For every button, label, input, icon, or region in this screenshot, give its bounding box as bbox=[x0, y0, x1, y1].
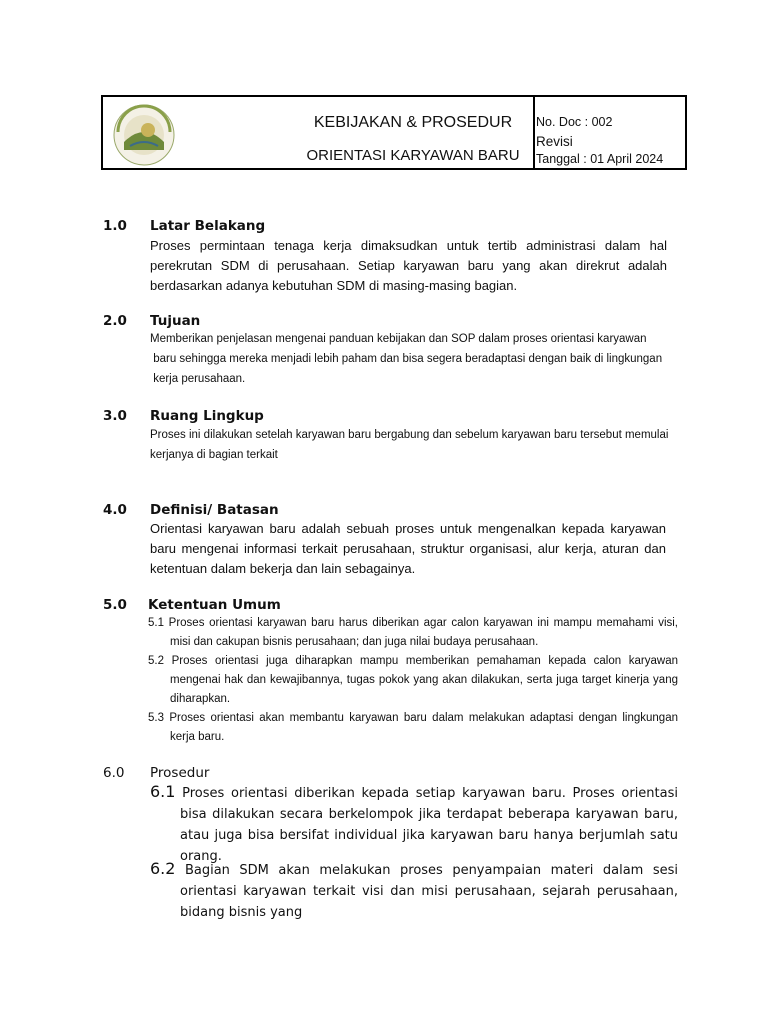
doc-date: Tanggal : 01 April 2024 bbox=[536, 152, 664, 166]
section-6-title: Prosedur bbox=[150, 765, 210, 781]
section-2-line-2: baru sehingga mereka menjadi lebih paham dan bisa segera beradaptasi dengan baik di lingkungan bbox=[150, 353, 663, 365]
section-1-number: 1.0 bbox=[103, 218, 127, 234]
section-5-item-1: 5.1 Proses orientasi karyawan baru harus diberikan agar calon karyawan ini mampu memahami visi, misi dan cakupan bisnis perusahaan; dan juga nilai budaya perusahaan. bbox=[148, 617, 678, 648]
section-1-body: Proses permintaan tenaga kerja dimaksudkan untuk tertib administrasi dalam hal perekrutan SDM di perusahaan. Setiap karyawan baru yang akan direkrut adalah berdasarkan adanya kebutuhan SDM di masing-masing bagian. bbox=[150, 238, 667, 293]
policy-subtitle: ORIENTASI KARYAWAN BARU bbox=[306, 147, 520, 164]
section-2-line-3: kerja perusahaan. bbox=[150, 373, 246, 385]
section-3-title: Ruang Lingkup bbox=[150, 408, 264, 424]
section-5-number: 5.0 bbox=[103, 597, 127, 613]
section-4-number: 4.0 bbox=[103, 502, 127, 518]
section-3-line-2: kerjanya di bagian terkait bbox=[150, 449, 278, 461]
section-6-item-2-text: Bagian SDM akan melakukan proses penyampaian materi dalam sesi orientasi karyawan terkait visi dan misi perusahaan, sejarah perusahaan, bidang bisnis yang bbox=[175, 863, 678, 920]
section-2-number: 2.0 bbox=[103, 313, 127, 329]
company-logo bbox=[108, 102, 180, 167]
section-3-line-1: Proses ini dilakukan setelah karyawan baru bergabung dan sebelum karyawan baru tersebut memulai bbox=[150, 429, 669, 441]
section-6-item-1 bbox=[150, 781, 678, 867]
document-header bbox=[101, 95, 687, 170]
section-4-title: Definisi/ Batasan bbox=[150, 502, 279, 518]
section-6-item-2 bbox=[150, 858, 678, 923]
section-5-title: Ketentuan Umum bbox=[148, 597, 281, 613]
section-3-number: 3.0 bbox=[103, 408, 127, 424]
policy-title: KEBIJAKAN & PROSEDUR bbox=[313, 114, 513, 131]
doc-number: No. Doc : 002 bbox=[536, 115, 613, 129]
section-5-item-3: 5.3 Proses orientasi akan membantu karyawan baru dalam melakukan adaptasi dengan lingkungan kerja baru. bbox=[148, 712, 678, 743]
section-2-title: Tujuan bbox=[150, 313, 201, 329]
section-6-item-2-number: 6.2 bbox=[150, 859, 176, 878]
section-6-item-1-number: 6.1 bbox=[150, 782, 176, 801]
header-divider bbox=[533, 97, 535, 170]
section-1-title: Latar Belakang bbox=[150, 218, 266, 234]
section-5-item-2: 5.2 Proses orientasi juga diharapkan mampu memberikan pemahaman kepada calon karyawan mengenai hak dan kewajibannya, tugas pokok yang akan dilakukan, serta juga target kinerja yang diharapkan. bbox=[148, 655, 678, 705]
revision-label: Revisi bbox=[536, 134, 573, 149]
section-2-line-1: Memberikan penjelasan mengenai panduan kebijakan dan SOP dalam proses orientasi karyawan bbox=[150, 333, 647, 345]
section-4-body: Orientasi karyawan baru adalah sebuah proses untuk mengenalkan kepada karyawan baru mengenai informasi terkait perusahaan, struktur organisasi, alur kerja, aturan dan ketentuan dalam bekerja dan lain sebagainya. bbox=[150, 521, 666, 576]
section-6-item-1-text: Proses orientasi diberikan kepada setiap karyawan baru. Proses orientasi bisa dilakukan secara berkelompok jika terdapat beberapa karyawan baru, atau juga bisa bersifat individual jika karyawan baru hanya berjumlah satu orang. bbox=[175, 786, 678, 864]
section-6-number: 6.0 bbox=[103, 765, 125, 781]
